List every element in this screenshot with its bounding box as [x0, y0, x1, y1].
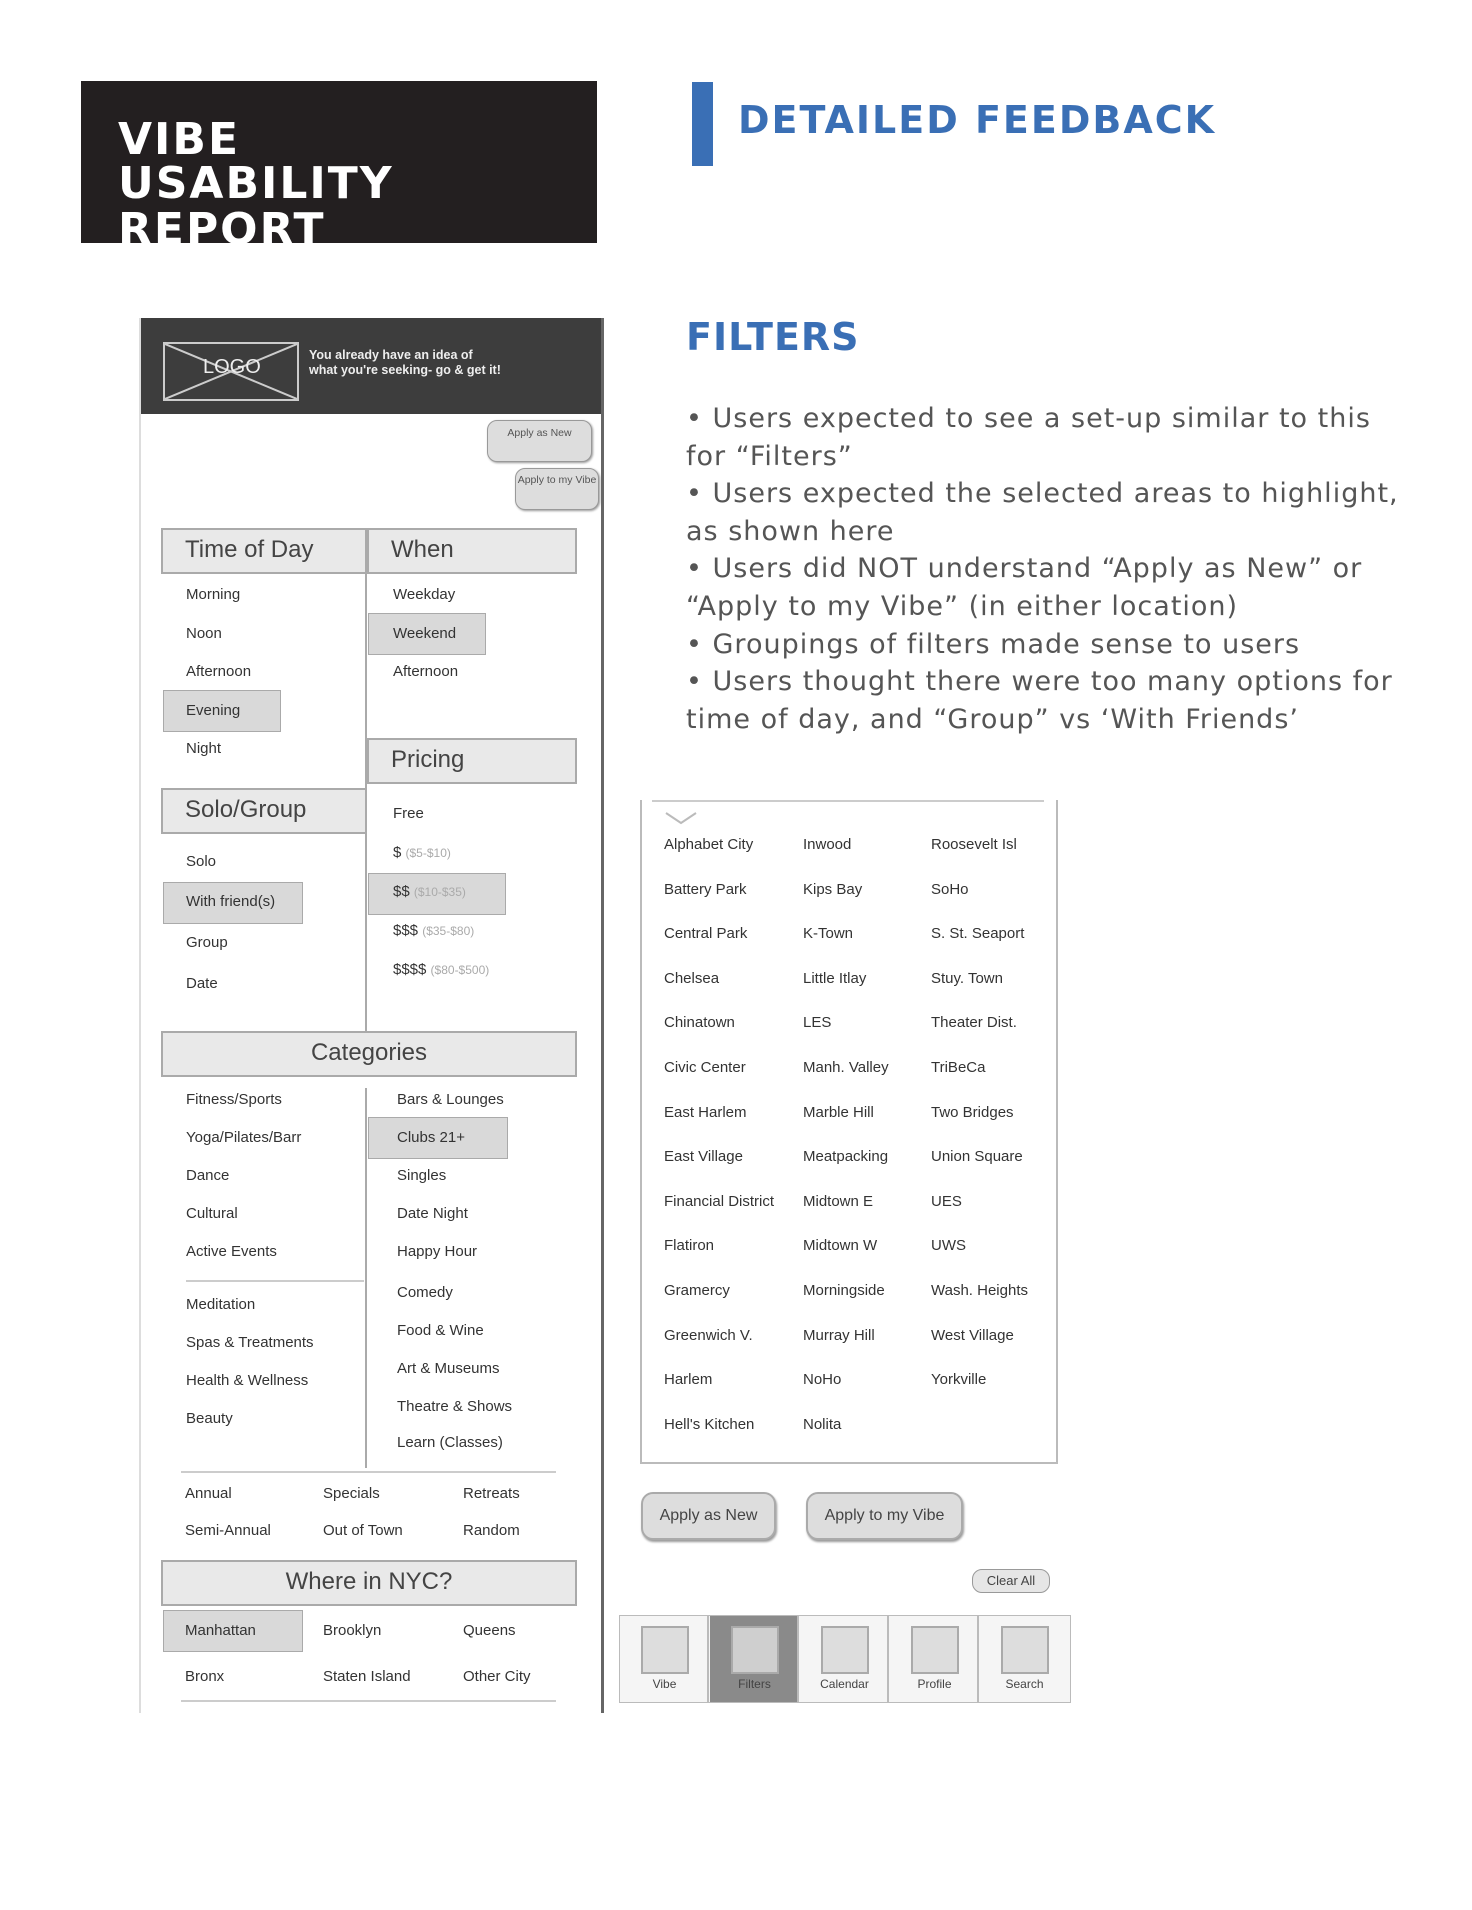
neighborhood-option[interactable]: Stuy. Town	[931, 969, 1003, 987]
borough-option[interactable]: Queens	[463, 1622, 516, 1639]
price-option-3[interactable]	[393, 922, 474, 939]
price-label: $$$$	[393, 961, 427, 978]
when-header: When	[367, 528, 577, 574]
price-range: ($5-$10)	[405, 846, 451, 860]
borough-option[interactable]: Staten Island	[323, 1668, 411, 1685]
neighborhood-option[interactable]: East Village	[664, 1148, 743, 1166]
category-item[interactable]: Meditation	[186, 1296, 256, 1313]
neighborhood-option[interactable]: Inwood	[803, 836, 852, 853]
neighborhood-option[interactable]: Midtown W	[803, 1237, 878, 1255]
category-item[interactable]: Happy Hour	[397, 1243, 478, 1260]
solo-option-date[interactable]: Date	[186, 975, 218, 992]
filters-wireframe	[139, 318, 604, 1713]
category-item[interactable]: Yoga/Pilates/Barr	[186, 1129, 302, 1146]
report-title-box	[81, 81, 597, 255]
category-item[interactable]: Beauty	[186, 1410, 233, 1427]
when-option-weekend[interactable]: Weekend	[393, 625, 457, 642]
neighborhood-option[interactable]: Flatiron	[664, 1237, 715, 1255]
tagline-line1: You already have an idea of	[309, 348, 473, 362]
neighborhood-option[interactable]: Wash. Heights	[931, 1282, 1028, 1299]
solo-group-header: Solo/Group	[161, 788, 367, 834]
neighborhood-option[interactable]: K-Town	[803, 925, 854, 943]
category-item[interactable]: Singles	[397, 1167, 447, 1184]
tab-label: Vibe	[652, 1677, 677, 1691]
category-item[interactable]: Bars & Lounges	[397, 1091, 504, 1108]
tab-search[interactable]	[980, 1616, 1069, 1702]
neighborhood-option[interactable]: Civic Center	[664, 1059, 746, 1076]
neighborhood-option[interactable]: Chelsea	[664, 969, 720, 987]
category-item[interactable]: Learn (Classes)	[397, 1434, 503, 1451]
category-item[interactable]: Food & Wine	[397, 1322, 484, 1339]
neighborhood-option[interactable]: Hell's Kitchen	[664, 1415, 755, 1433]
feedback-bullets	[686, 400, 1406, 738]
calendar-icon	[821, 1626, 869, 1674]
neighborhood-option[interactable]: Greenwich V.	[664, 1326, 753, 1344]
pricing-header: Pricing	[367, 738, 577, 784]
neighborhood-option[interactable]: Kips Bay	[803, 880, 863, 898]
tab-profile[interactable]	[890, 1616, 979, 1702]
category-separator	[181, 1471, 556, 1473]
time-option-night[interactable]: Night	[186, 740, 222, 757]
price-range: ($80-$500)	[430, 963, 490, 977]
neighborhood-option[interactable]: S. St. Seaport	[931, 925, 1025, 943]
neighborhood-option[interactable]: Theater Dist.	[931, 1014, 1017, 1032]
price-option-4[interactable]	[393, 961, 489, 978]
category-item[interactable]: Fitness/Sports	[186, 1091, 282, 1108]
time-option-afternoon[interactable]: Afternoon	[186, 663, 252, 680]
neighborhood-option[interactable]: Battery Park	[664, 880, 747, 898]
category-item[interactable]: Theatre & Shows	[397, 1398, 513, 1415]
neighborhood-option[interactable]: Alphabet City	[664, 836, 754, 853]
bullet-item: • Users did NOT understand “Apply as New” or “Apply to my Vibe” (in either location)	[686, 553, 1363, 622]
price-label: $$	[393, 883, 410, 900]
price-label: $$$	[393, 922, 419, 939]
neighborhood-option[interactable]: Midtown E	[803, 1192, 874, 1210]
categories-header: Categories	[161, 1031, 577, 1077]
tab-filters[interactable]	[710, 1616, 799, 1702]
bullet-item: • Users thought there were too many options for time of day, and “Group” vs ‘With Friends’	[686, 666, 1393, 735]
neighborhood-option[interactable]: Marble Hill	[803, 1103, 874, 1121]
borough-option[interactable]: Manhattan	[185, 1622, 256, 1639]
neighborhood-option[interactable]: LES	[803, 1014, 832, 1032]
top-separator	[652, 800, 1044, 802]
borough-option[interactable]: Brooklyn	[323, 1622, 382, 1639]
price-option-free[interactable]: Free	[393, 805, 424, 822]
apply-to-my-vibe-label: Apply to my Vibe	[517, 474, 597, 486]
time-option-noon[interactable]: Noon	[186, 625, 222, 642]
apply-as-new-button[interactable]: Apply as New	[641, 1492, 776, 1540]
where-header: Where in NYC?	[161, 1560, 577, 1606]
category-item[interactable]: Art & Museums	[397, 1360, 500, 1377]
neighborhood-option[interactable]: UES	[931, 1192, 962, 1210]
bullet-item: • Groupings of filters made sense to users	[686, 628, 1301, 660]
neighborhood-option[interactable]: West Village	[931, 1326, 1014, 1344]
tagline	[309, 348, 501, 378]
tab-vibe[interactable]	[620, 1616, 709, 1702]
bullet-item: • Users expected to see a set-up similar to this for “Filters”	[686, 403, 1371, 472]
neighborhood-option[interactable]: SoHo	[931, 880, 969, 898]
neighborhood-option[interactable]: Morningside	[803, 1282, 885, 1299]
category-item[interactable]: Date Night	[397, 1205, 468, 1222]
report-title-line2: USABILITY REPORT	[118, 158, 394, 255]
apply-to-my-vibe-button[interactable]	[515, 468, 599, 510]
apply-as-new-button[interactable]	[487, 420, 592, 462]
time-of-day-header: Time of Day	[161, 528, 367, 574]
neighborhood-option[interactable]: Roosevelt Isl	[931, 836, 1017, 853]
bullet-item: • Users expected the selected areas to highlight, as shown here	[686, 478, 1399, 547]
neighborhood-option[interactable]: Union Square	[931, 1148, 1023, 1166]
neighborhood-option[interactable]: Meatpacking	[803, 1148, 889, 1166]
category-item[interactable]: Active Events	[186, 1243, 277, 1260]
section-accent-bar	[692, 82, 713, 166]
neighborhood-option[interactable]: Little Itlay	[803, 969, 867, 987]
tab-label: Search	[1005, 1677, 1044, 1691]
category-item[interactable]: Health & Wellness	[186, 1372, 309, 1389]
price-option-1[interactable]	[393, 844, 451, 861]
tab-label: Calendar	[820, 1677, 869, 1691]
category-item[interactable]: Clubs 21+	[397, 1129, 465, 1146]
borough-option[interactable]: Other City	[463, 1668, 531, 1685]
price-range: ($35-$80)	[422, 924, 475, 938]
category-divider	[365, 1088, 367, 1468]
when-option-afternoon[interactable]: Afternoon	[393, 663, 459, 680]
bottom-separator	[181, 1700, 556, 1702]
apply-as-new-label: Apply as New	[507, 427, 572, 439]
price-label: $	[393, 844, 402, 861]
neighborhood-option[interactable]: Central Park	[664, 925, 748, 943]
bottom-tab-bar	[619, 1615, 1071, 1703]
neighborhood-option[interactable]: Nolita	[803, 1415, 842, 1433]
filters-icon	[731, 1626, 779, 1674]
neighborhood-option[interactable]: Harlem	[664, 1371, 713, 1389]
category-item[interactable]: Spas & Treatments	[186, 1334, 314, 1351]
clear-all-button[interactable]: Clear All	[972, 1569, 1050, 1593]
tab-label: Filters	[738, 1677, 771, 1691]
neighborhood-option[interactable]: Murray Hill	[803, 1326, 875, 1344]
tab-label: Profile	[917, 1677, 952, 1691]
tagline-line2: what you're seeking- go & get it!	[309, 363, 501, 377]
section-title: DETAILED FEEDBACK	[738, 98, 1217, 142]
category-item[interactable]: Cultural	[186, 1205, 238, 1222]
category-item[interactable]: Retreats	[463, 1485, 520, 1502]
time-option-evening[interactable]: Evening	[186, 702, 241, 719]
category-item[interactable]: Specials	[323, 1485, 380, 1502]
neighborhood-option[interactable]: East Harlem	[664, 1103, 747, 1121]
category-item[interactable]: Dance	[186, 1167, 230, 1184]
chevron-down-icon[interactable]	[664, 810, 698, 826]
solo-option-with-friends[interactable]: With friend(s)	[186, 893, 276, 910]
vibe-icon	[641, 1626, 689, 1674]
category-item[interactable]: Semi-Annual	[185, 1522, 271, 1539]
profile-icon	[911, 1626, 959, 1674]
tab-calendar[interactable]	[800, 1616, 889, 1702]
neighborhood-option[interactable]: Yorkville	[931, 1371, 987, 1389]
category-item[interactable]: Random	[463, 1522, 520, 1539]
neighborhood-option[interactable]: TriBeCa	[931, 1059, 986, 1076]
filters-heading: FILTERS	[686, 315, 860, 359]
neighborhood-option[interactable]: Financial District	[664, 1192, 775, 1210]
category-item[interactable]: Comedy	[397, 1284, 453, 1301]
solo-option-group[interactable]: Group	[186, 934, 228, 951]
report-title-line1: VIBE	[118, 114, 241, 165]
category-separator	[186, 1280, 364, 1282]
search-icon	[1001, 1626, 1049, 1674]
neighborhood-option[interactable]: Manh. Valley	[803, 1059, 889, 1076]
neighborhood-option[interactable]: UWS	[931, 1237, 966, 1255]
solo-option-solo[interactable]: Solo	[186, 853, 217, 870]
price-range: ($10-$35)	[413, 885, 466, 899]
neighborhood-option[interactable]: Two Bridges	[931, 1103, 1014, 1121]
category-item[interactable]: Out of Town	[323, 1522, 403, 1539]
price-option-2[interactable]	[393, 883, 466, 900]
when-option-weekday[interactable]: Weekday	[393, 586, 456, 603]
category-item[interactable]: Annual	[185, 1485, 232, 1502]
borough-option[interactable]: Bronx	[185, 1668, 225, 1685]
neighborhood-option[interactable]: Gramercy	[664, 1282, 730, 1299]
logo-placeholder	[163, 342, 299, 401]
time-option-morning[interactable]: Morning	[186, 586, 241, 603]
logo-text: LOGO	[203, 356, 261, 378]
neighborhoods-wireframe	[640, 800, 1058, 1464]
neighborhood-option[interactable]: NoHo	[803, 1371, 842, 1389]
apply-to-my-vibe-button[interactable]: Apply to my Vibe	[806, 1492, 963, 1540]
wireframe-header	[141, 318, 601, 414]
neighborhood-option[interactable]: Chinatown	[664, 1014, 735, 1032]
